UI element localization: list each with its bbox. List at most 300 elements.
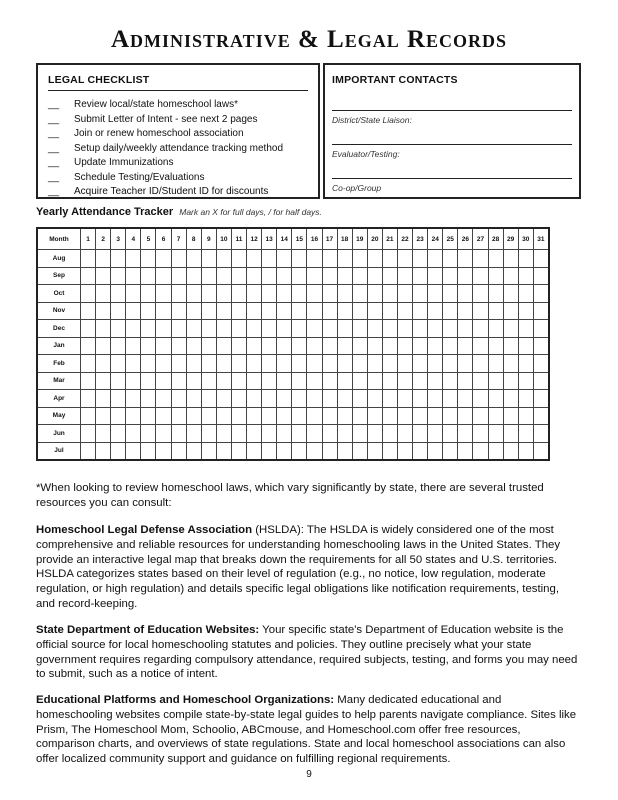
attendance-cell[interactable] (518, 407, 533, 425)
attendance-cell[interactable] (81, 250, 96, 268)
attendance-cell[interactable] (231, 425, 246, 443)
attendance-cell[interactable] (186, 320, 201, 338)
attendance-cell[interactable] (443, 285, 458, 303)
attendance-cell[interactable] (337, 285, 352, 303)
attendance-cell[interactable] (397, 425, 412, 443)
attendance-cell[interactable] (156, 320, 171, 338)
attendance-cell[interactable] (277, 250, 292, 268)
attendance-cell[interactable] (171, 442, 186, 460)
attendance-cell[interactable] (277, 267, 292, 285)
attendance-cell[interactable] (126, 337, 141, 355)
attendance-cell[interactable] (96, 267, 111, 285)
attendance-cell[interactable] (397, 442, 412, 460)
attendance-cell[interactable] (231, 407, 246, 425)
attendance-cell[interactable] (428, 372, 443, 390)
attendance-cell[interactable] (262, 320, 277, 338)
attendance-cell[interactable] (156, 302, 171, 320)
attendance-cell[interactable] (262, 390, 277, 408)
attendance-cell[interactable] (443, 425, 458, 443)
attendance-cell[interactable] (397, 372, 412, 390)
contact-field[interactable] (332, 144, 572, 178)
attendance-cell[interactable] (367, 425, 382, 443)
attendance-cell[interactable] (262, 285, 277, 303)
attendance-cell[interactable] (473, 320, 488, 338)
attendance-cell[interactable] (126, 355, 141, 373)
attendance-cell[interactable] (277, 302, 292, 320)
attendance-cell[interactable] (337, 250, 352, 268)
attendance-cell[interactable] (201, 355, 216, 373)
attendance-cell[interactable] (81, 372, 96, 390)
attendance-cell[interactable] (367, 390, 382, 408)
attendance-cell[interactable] (533, 407, 549, 425)
attendance-cell[interactable] (367, 302, 382, 320)
attendance-cell[interactable] (488, 372, 503, 390)
attendance-cell[interactable] (458, 337, 473, 355)
attendance-cell[interactable] (216, 372, 231, 390)
attendance-cell[interactable] (518, 285, 533, 303)
attendance-cell[interactable] (428, 442, 443, 460)
attendance-cell[interactable] (428, 425, 443, 443)
attendance-cell[interactable] (307, 267, 322, 285)
attendance-cell[interactable] (488, 425, 503, 443)
attendance-cell[interactable] (488, 250, 503, 268)
attendance-cell[interactable] (247, 337, 262, 355)
attendance-cell[interactable] (247, 320, 262, 338)
attendance-cell[interactable] (533, 425, 549, 443)
attendance-cell[interactable] (413, 407, 428, 425)
attendance-cell[interactable] (216, 250, 231, 268)
attendance-cell[interactable] (111, 267, 126, 285)
attendance-cell[interactable] (247, 285, 262, 303)
attendance-cell[interactable] (186, 267, 201, 285)
attendance-cell[interactable] (413, 390, 428, 408)
attendance-cell[interactable] (231, 302, 246, 320)
attendance-cell[interactable] (458, 372, 473, 390)
attendance-cell[interactable] (397, 320, 412, 338)
attendance-cell[interactable] (307, 355, 322, 373)
attendance-cell[interactable] (292, 425, 307, 443)
attendance-cell[interactable] (518, 372, 533, 390)
attendance-cell[interactable] (262, 250, 277, 268)
attendance-cell[interactable] (216, 442, 231, 460)
attendance-cell[interactable] (458, 390, 473, 408)
attendance-cell[interactable] (322, 425, 337, 443)
attendance-cell[interactable] (186, 250, 201, 268)
attendance-cell[interactable] (503, 425, 518, 443)
attendance-cell[interactable] (382, 337, 397, 355)
attendance-cell[interactable] (171, 285, 186, 303)
attendance-cell[interactable] (352, 355, 367, 373)
attendance-cell[interactable] (156, 442, 171, 460)
attendance-cell[interactable] (458, 285, 473, 303)
attendance-cell[interactable] (518, 442, 533, 460)
attendance-cell[interactable] (428, 302, 443, 320)
attendance-cell[interactable] (81, 407, 96, 425)
attendance-cell[interactable] (292, 442, 307, 460)
attendance-cell[interactable] (413, 285, 428, 303)
attendance-cell[interactable] (262, 267, 277, 285)
attendance-cell[interactable] (141, 337, 156, 355)
attendance-cell[interactable] (518, 267, 533, 285)
attendance-cell[interactable] (81, 390, 96, 408)
attendance-cell[interactable] (428, 407, 443, 425)
attendance-cell[interactable] (247, 250, 262, 268)
attendance-cell[interactable] (141, 425, 156, 443)
attendance-cell[interactable] (307, 407, 322, 425)
attendance-cell[interactable] (216, 425, 231, 443)
attendance-cell[interactable] (488, 355, 503, 373)
attendance-cell[interactable] (458, 267, 473, 285)
attendance-cell[interactable] (171, 302, 186, 320)
attendance-cell[interactable] (443, 267, 458, 285)
attendance-cell[interactable] (292, 407, 307, 425)
attendance-cell[interactable] (277, 425, 292, 443)
attendance-cell[interactable] (171, 267, 186, 285)
attendance-cell[interactable] (337, 320, 352, 338)
attendance-cell[interactable] (141, 285, 156, 303)
attendance-cell[interactable] (171, 407, 186, 425)
attendance-cell[interactable] (488, 320, 503, 338)
attendance-cell[interactable] (503, 372, 518, 390)
attendance-cell[interactable] (307, 372, 322, 390)
attendance-cell[interactable] (382, 250, 397, 268)
attendance-cell[interactable] (503, 355, 518, 373)
attendance-cell[interactable] (307, 442, 322, 460)
attendance-cell[interactable] (397, 390, 412, 408)
attendance-cell[interactable] (473, 250, 488, 268)
attendance-cell[interactable] (352, 285, 367, 303)
attendance-cell[interactable] (322, 390, 337, 408)
attendance-cell[interactable] (216, 302, 231, 320)
attendance-cell[interactable] (488, 267, 503, 285)
contact-field[interactable] (332, 110, 572, 144)
attendance-cell[interactable] (382, 407, 397, 425)
attendance-cell[interactable] (307, 320, 322, 338)
attendance-cell[interactable] (231, 285, 246, 303)
attendance-cell[interactable] (231, 442, 246, 460)
attendance-cell[interactable] (186, 407, 201, 425)
attendance-cell[interactable] (473, 442, 488, 460)
attendance-cell[interactable] (201, 407, 216, 425)
attendance-cell[interactable] (367, 355, 382, 373)
attendance-cell[interactable] (503, 285, 518, 303)
attendance-cell[interactable] (201, 337, 216, 355)
attendance-cell[interactable] (111, 442, 126, 460)
attendance-cell[interactable] (201, 442, 216, 460)
attendance-cell[interactable] (518, 390, 533, 408)
attendance-cell[interactable] (413, 355, 428, 373)
attendance-cell[interactable] (141, 250, 156, 268)
attendance-cell[interactable] (307, 390, 322, 408)
attendance-cell[interactable] (443, 442, 458, 460)
attendance-cell[interactable] (322, 302, 337, 320)
attendance-cell[interactable] (96, 250, 111, 268)
attendance-cell[interactable] (413, 425, 428, 443)
attendance-cell[interactable] (443, 390, 458, 408)
attendance-cell[interactable] (458, 250, 473, 268)
attendance-cell[interactable] (503, 390, 518, 408)
attendance-cell[interactable] (488, 442, 503, 460)
attendance-cell[interactable] (141, 390, 156, 408)
attendance-cell[interactable] (96, 407, 111, 425)
attendance-cell[interactable] (367, 320, 382, 338)
attendance-cell[interactable] (292, 337, 307, 355)
attendance-cell[interactable] (171, 390, 186, 408)
attendance-cell[interactable] (186, 425, 201, 443)
attendance-cell[interactable] (201, 372, 216, 390)
attendance-cell[interactable] (503, 442, 518, 460)
attendance-cell[interactable] (428, 267, 443, 285)
attendance-cell[interactable] (533, 250, 549, 268)
attendance-cell[interactable] (428, 355, 443, 373)
attendance-cell[interactable] (473, 337, 488, 355)
attendance-cell[interactable] (277, 337, 292, 355)
attendance-cell[interactable] (81, 302, 96, 320)
attendance-cell[interactable] (247, 302, 262, 320)
attendance-cell[interactable] (277, 442, 292, 460)
attendance-cell[interactable] (428, 390, 443, 408)
attendance-cell[interactable] (503, 337, 518, 355)
attendance-cell[interactable] (171, 250, 186, 268)
attendance-cell[interactable] (231, 250, 246, 268)
attendance-cell[interactable] (397, 302, 412, 320)
attendance-cell[interactable] (443, 407, 458, 425)
attendance-cell[interactable] (352, 425, 367, 443)
attendance-cell[interactable] (367, 285, 382, 303)
attendance-cell[interactable] (126, 267, 141, 285)
attendance-cell[interactable] (337, 442, 352, 460)
attendance-cell[interactable] (247, 425, 262, 443)
attendance-cell[interactable] (367, 442, 382, 460)
attendance-cell[interactable] (443, 302, 458, 320)
attendance-cell[interactable] (171, 355, 186, 373)
attendance-cell[interactable] (141, 442, 156, 460)
attendance-cell[interactable] (533, 442, 549, 460)
attendance-cell[interactable] (201, 302, 216, 320)
attendance-cell[interactable] (216, 267, 231, 285)
attendance-cell[interactable] (292, 302, 307, 320)
attendance-cell[interactable] (443, 250, 458, 268)
attendance-cell[interactable] (397, 267, 412, 285)
attendance-cell[interactable] (156, 355, 171, 373)
attendance-cell[interactable] (96, 355, 111, 373)
attendance-cell[interactable] (111, 372, 126, 390)
attendance-cell[interactable] (488, 285, 503, 303)
attendance-cell[interactable] (443, 320, 458, 338)
attendance-cell[interactable] (337, 337, 352, 355)
attendance-cell[interactable] (382, 320, 397, 338)
attendance-cell[interactable] (458, 302, 473, 320)
attendance-cell[interactable] (458, 407, 473, 425)
attendance-cell[interactable] (397, 407, 412, 425)
attendance-cell[interactable] (262, 425, 277, 443)
attendance-cell[interactable] (503, 267, 518, 285)
attendance-cell[interactable] (231, 267, 246, 285)
attendance-cell[interactable] (488, 337, 503, 355)
attendance-cell[interactable] (111, 407, 126, 425)
attendance-cell[interactable] (216, 337, 231, 355)
attendance-cell[interactable] (81, 285, 96, 303)
attendance-cell[interactable] (186, 337, 201, 355)
attendance-cell[interactable] (397, 250, 412, 268)
attendance-cell[interactable] (81, 337, 96, 355)
attendance-cell[interactable] (382, 355, 397, 373)
attendance-cell[interactable] (81, 267, 96, 285)
attendance-cell[interactable] (156, 407, 171, 425)
attendance-cell[interactable] (533, 355, 549, 373)
attendance-cell[interactable] (262, 302, 277, 320)
attendance-cell[interactable] (186, 285, 201, 303)
attendance-cell[interactable] (382, 285, 397, 303)
attendance-cell[interactable] (277, 407, 292, 425)
attendance-cell[interactable] (533, 372, 549, 390)
attendance-cell[interactable] (216, 285, 231, 303)
attendance-cell[interactable] (292, 320, 307, 338)
attendance-cell[interactable] (488, 390, 503, 408)
attendance-cell[interactable] (382, 425, 397, 443)
attendance-cell[interactable] (382, 442, 397, 460)
attendance-cell[interactable] (111, 355, 126, 373)
attendance-cell[interactable] (367, 407, 382, 425)
attendance-cell[interactable] (473, 355, 488, 373)
attendance-cell[interactable] (201, 285, 216, 303)
attendance-cell[interactable] (322, 250, 337, 268)
attendance-cell[interactable] (488, 407, 503, 425)
attendance-cell[interactable] (216, 355, 231, 373)
attendance-cell[interactable] (96, 425, 111, 443)
attendance-cell[interactable] (156, 390, 171, 408)
attendance-cell[interactable] (111, 390, 126, 408)
attendance-cell[interactable] (473, 302, 488, 320)
attendance-cell[interactable] (443, 355, 458, 373)
attendance-cell[interactable] (382, 267, 397, 285)
attendance-cell[interactable] (156, 372, 171, 390)
attendance-cell[interactable] (292, 250, 307, 268)
attendance-cell[interactable] (96, 320, 111, 338)
attendance-cell[interactable] (96, 337, 111, 355)
attendance-cell[interactable] (216, 407, 231, 425)
attendance-cell[interactable] (428, 320, 443, 338)
attendance-cell[interactable] (277, 320, 292, 338)
attendance-cell[interactable] (156, 250, 171, 268)
attendance-cell[interactable] (337, 390, 352, 408)
attendance-cell[interactable] (473, 267, 488, 285)
attendance-cell[interactable] (126, 372, 141, 390)
attendance-cell[interactable] (322, 320, 337, 338)
attendance-cell[interactable] (231, 337, 246, 355)
attendance-cell[interactable] (307, 425, 322, 443)
attendance-cell[interactable] (533, 337, 549, 355)
attendance-cell[interactable] (352, 267, 367, 285)
attendance-cell[interactable] (337, 302, 352, 320)
attendance-cell[interactable] (247, 390, 262, 408)
attendance-cell[interactable] (141, 355, 156, 373)
attendance-cell[interactable] (292, 267, 307, 285)
attendance-cell[interactable] (292, 285, 307, 303)
attendance-cell[interactable] (111, 337, 126, 355)
attendance-cell[interactable] (397, 355, 412, 373)
attendance-cell[interactable] (458, 355, 473, 373)
attendance-cell[interactable] (307, 285, 322, 303)
attendance-cell[interactable] (337, 267, 352, 285)
attendance-cell[interactable] (231, 390, 246, 408)
attendance-cell[interactable] (518, 355, 533, 373)
attendance-cell[interactable] (186, 372, 201, 390)
attendance-cell[interactable] (81, 320, 96, 338)
attendance-cell[interactable] (126, 442, 141, 460)
attendance-cell[interactable] (247, 267, 262, 285)
attendance-cell[interactable] (397, 285, 412, 303)
attendance-cell[interactable] (473, 407, 488, 425)
attendance-cell[interactable] (111, 302, 126, 320)
attendance-cell[interactable] (201, 267, 216, 285)
attendance-cell[interactable] (292, 390, 307, 408)
attendance-cell[interactable] (156, 285, 171, 303)
attendance-cell[interactable] (126, 320, 141, 338)
attendance-cell[interactable] (216, 390, 231, 408)
attendance-cell[interactable] (231, 355, 246, 373)
attendance-cell[interactable] (533, 267, 549, 285)
contact-field[interactable] (332, 178, 572, 212)
attendance-cell[interactable] (488, 302, 503, 320)
attendance-cell[interactable] (428, 337, 443, 355)
attendance-cell[interactable] (307, 337, 322, 355)
attendance-cell[interactable] (292, 372, 307, 390)
attendance-cell[interactable] (367, 372, 382, 390)
attendance-cell[interactable] (382, 302, 397, 320)
attendance-cell[interactable] (443, 372, 458, 390)
attendance-cell[interactable] (277, 355, 292, 373)
attendance-cell[interactable] (533, 320, 549, 338)
attendance-cell[interactable] (216, 320, 231, 338)
attendance-cell[interactable] (186, 442, 201, 460)
attendance-cell[interactable] (458, 425, 473, 443)
attendance-cell[interactable] (292, 355, 307, 373)
attendance-cell[interactable] (413, 250, 428, 268)
attendance-cell[interactable] (126, 302, 141, 320)
attendance-cell[interactable] (96, 372, 111, 390)
attendance-cell[interactable] (262, 355, 277, 373)
attendance-cell[interactable] (201, 250, 216, 268)
attendance-cell[interactable] (503, 250, 518, 268)
attendance-cell[interactable] (473, 372, 488, 390)
attendance-cell[interactable] (367, 267, 382, 285)
attendance-cell[interactable] (413, 320, 428, 338)
attendance-cell[interactable] (262, 442, 277, 460)
attendance-cell[interactable] (247, 372, 262, 390)
attendance-cell[interactable] (322, 337, 337, 355)
attendance-cell[interactable] (322, 285, 337, 303)
attendance-cell[interactable] (352, 407, 367, 425)
attendance-cell[interactable] (277, 390, 292, 408)
attendance-cell[interactable] (262, 407, 277, 425)
attendance-cell[interactable] (126, 407, 141, 425)
attendance-cell[interactable] (111, 285, 126, 303)
attendance-cell[interactable] (518, 302, 533, 320)
attendance-cell[interactable] (262, 337, 277, 355)
attendance-cell[interactable] (397, 337, 412, 355)
attendance-cell[interactable] (518, 337, 533, 355)
attendance-cell[interactable] (352, 320, 367, 338)
attendance-cell[interactable] (141, 372, 156, 390)
attendance-cell[interactable] (473, 285, 488, 303)
attendance-cell[interactable] (307, 302, 322, 320)
attendance-cell[interactable] (126, 390, 141, 408)
attendance-cell[interactable] (231, 372, 246, 390)
attendance-cell[interactable] (156, 267, 171, 285)
attendance-cell[interactable] (141, 302, 156, 320)
attendance-cell[interactable] (322, 372, 337, 390)
